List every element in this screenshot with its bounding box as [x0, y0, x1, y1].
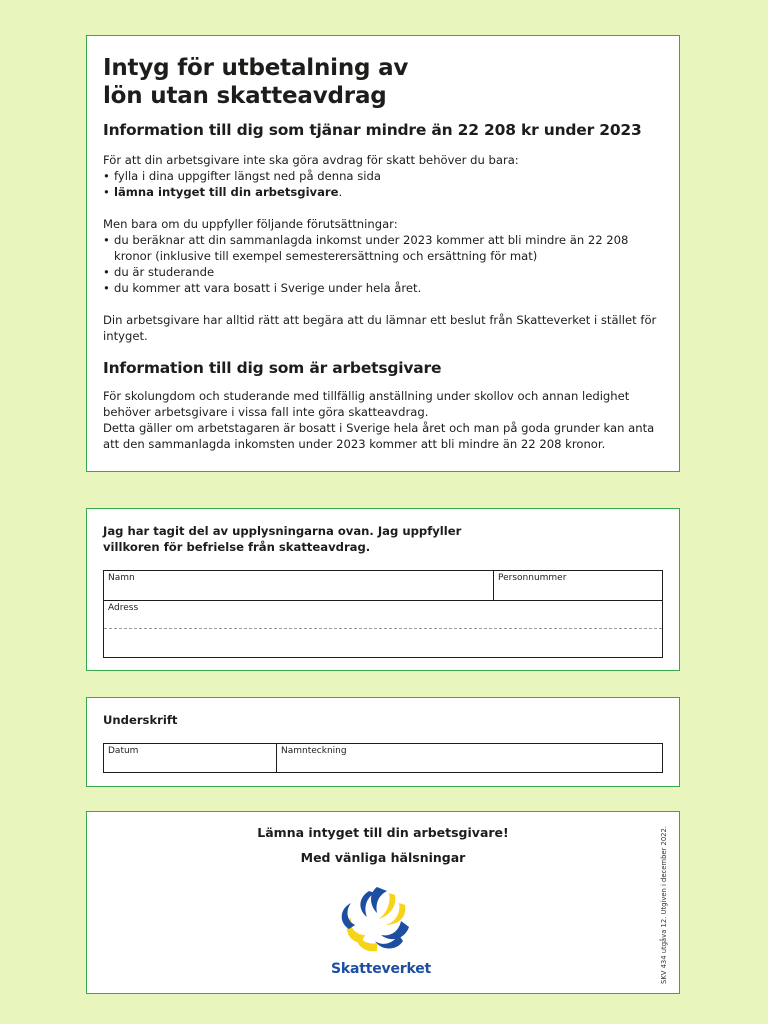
- declaration-section: [86, 508, 680, 671]
- address-field-line-2[interactable]: [108, 640, 658, 654]
- date-label: Datum: [108, 746, 139, 756]
- address-row-2: [104, 629, 662, 657]
- closing-line-1: Lämna intyget till din arbetsgivare!: [257, 825, 509, 840]
- employer-right-text: Din arbetsgivare har alltid rätt att begära att du lämnar ett beslut från Skatteverket i stället för intyget.: [103, 313, 657, 343]
- personal-details-form: [103, 570, 663, 658]
- list-item: • du är studerande: [103, 264, 663, 280]
- signature-field[interactable]: [281, 755, 658, 769]
- signature-label: Namnteckning: [281, 746, 347, 756]
- date-cell: [104, 744, 277, 772]
- logo-wordmark: Skatteverket: [331, 961, 431, 977]
- steps-list: [103, 168, 663, 200]
- name-label: Namn: [108, 573, 135, 583]
- skatteverket-logo: [329, 885, 433, 979]
- address-row: [104, 601, 662, 629]
- signature-section: [86, 697, 680, 787]
- employer-heading: Information till dig som är arbetsgivare: [103, 359, 442, 377]
- title-line-1: Intyg för utbetalning av: [103, 55, 409, 81]
- swirl-logo-icon: [329, 885, 433, 959]
- employer-paragraph-2: Detta gäller om arbetstagaren är bosatt i Sverige hela året och man på goda grunder kan anta att den sammanlagda inkomsten under 2023 kommer att bli mindre än 22 208 kronor.: [103, 421, 655, 451]
- closing-section: [86, 811, 680, 994]
- name-row: [104, 571, 662, 601]
- address-field[interactable]: [108, 611, 658, 625]
- employer-paragraph-1: För skolungdom och studerande med tillfällig anställning under skollov och annan ledighet behöver arbetsgivare i vissa fall inte göra skatteavdrag.: [103, 389, 630, 419]
- intro-text: För att din arbetsgivare inte ska göra avdrag för skatt behöver du bara:: [103, 153, 519, 167]
- form-code: SKV 434 utgåva 12. Utgiven i december 2022.: [660, 826, 668, 984]
- info-employee-heading: Information till dig som tjänar mindre än 22 208 kr under 2023: [103, 121, 642, 139]
- info-section: [86, 35, 680, 472]
- signature-form: [103, 743, 663, 773]
- signature-heading: Underskrift: [103, 713, 178, 727]
- name-cell: [104, 571, 494, 600]
- list-item: • fylla i dina uppgifter längst ned på denna sida: [103, 168, 663, 184]
- personal-number-field[interactable]: [498, 583, 658, 597]
- closing-line-2: Med vänliga hälsningar: [300, 850, 466, 865]
- conditions-list: [103, 232, 663, 296]
- declaration-text: Jag har tagit del av upplysningarna ovan. Jag uppfyller villkoren för befrielse från skatteavdrag.: [103, 524, 462, 554]
- address-label: Adress: [108, 603, 139, 613]
- conditions-intro: Men bara om du uppfyller följande förutsättningar:: [103, 217, 398, 231]
- list-item: • lämna intyget till din arbetsgivare.: [103, 184, 663, 200]
- list-item: • du beräknar att din sammanlagda inkomst under 2023 kommer att bli mindre än 22 208 kronor (inklusive till exempel semesterersättning och ersättning för mat): [103, 232, 663, 264]
- name-field[interactable]: [108, 583, 489, 597]
- title-line-2: lön utan skatteavdrag: [103, 83, 387, 109]
- date-field[interactable]: [108, 755, 272, 769]
- list-item: • du kommer att vara bosatt i Sverige under hela året.: [103, 280, 663, 296]
- page-title: [103, 54, 663, 110]
- signature-cell: [277, 744, 662, 772]
- personal-number-cell: [494, 571, 662, 600]
- personal-number-label: Personnummer: [498, 573, 567, 583]
